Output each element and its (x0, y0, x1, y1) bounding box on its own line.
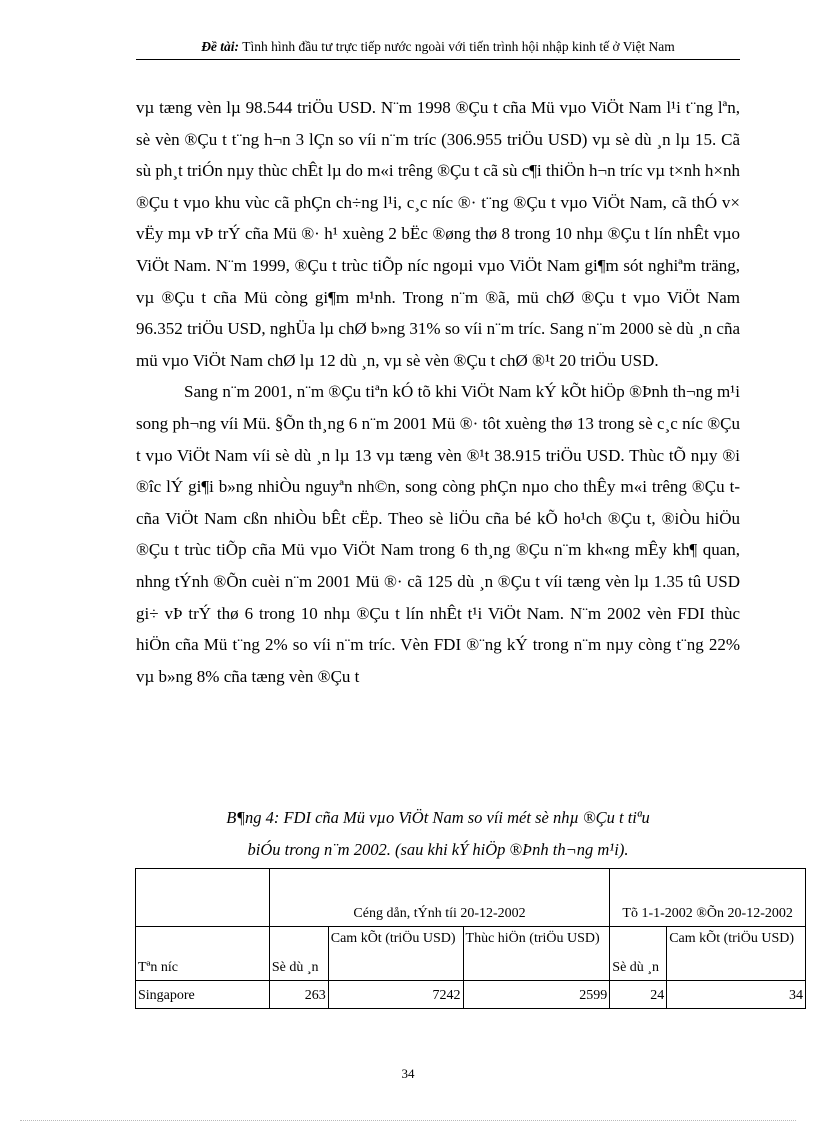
row-projects-2002: 24 (610, 981, 667, 1009)
page-bottom-divider (20, 1120, 796, 1121)
table-header-row-1 (136, 869, 806, 927)
paragraph-2: Sang n¨m 2001, n¨m ®Çu tiªn kÓ tõ khi ViÖt Nam kÝ kÕt hiÖp ®Þnh th¬ng m¹i song ph¬ng víi Mü. §Õn th¸ng 6 n¨m 2001 Mü ®· tôt xuèng thø 13 trong sè c¸c níc ®Çu t vµo ViÖt Nam víi sè dù ¸n lµ 13 vµ tæng vèn ®¹t 38.915 triÖu USD. Thùc tÕ nµy ®i ®îc lÝ gi¶i b»ng nhiÒu nguyªn nh©n, song còng phÇn nµo cho thÊy m«i trêng ®Çu t cña ViÖt Nam cßn nhiÒu bÊt cËp. Theo sè liÖu cña bé kÕ ho¹ch ®Çu t, ®iÒu hiÖu ®Çu t trùc tiÕp cña Mü vµo ViÖt Nam trong 6 th¸ng ®Çu n¨m kh«ng mÊy kh¶ quan, nhng tÝnh ®Õn cuèi n¨m 2001 Mü ®· cã 125 dù ¸n ®Çu t víi tæng vèn lµ 1.35 tû USD gi÷ vÞ trÝ thø 6 trong 10 nhµ ®Çu t lín nhÊt t¹i ViÖt Nam. N¨m 2002 vèn FDI thùc hiÖn cña Mü t¨ng 2% so víi n¨m tríc. Vèn FDI ®¨ng kÝ trong n¨m nµy còng t¨ng 22% vµ b»ng 8% cña tæng vèn ®Çu t (136, 382, 740, 686)
row-committed-2002: 34 (667, 981, 806, 1009)
paragraph-1: vµ tæng vèn lµ 98.544 triÖu USD. N¨m 1998 ®Çu t cña Mü vµo ViÖt Nam l¹i t¨ng lªn, sè vèn ®Çu t t¨ng h¬n 3 lÇn so víi n¨m tríc (306.955 triÖu USD) vµ sè dù ¸n lµ 15. Cã sù ph¸t triÓn nµy thùc chÊt lµ do m«i trêng ®Çu t cã sù c¶i thiÖn h¬n tríc vµ t×nh h×nh ®Çu t vµo khu vùc cã phÇn ch÷ng l¹i, c¸c níc ®· t¨ng ®Çu t vµo ViÖt Nam, cã thÓ v× vËy mµ vÞ trÝ cña Mü ®· h¹ xuèng 2 bËc ®øng thø 8 trong 10 nhµ ®Çu t lín nhÊt vµo ViÖt Nam. N¨m 1999, ®Çu t trùc tiÕp níc ngoµi vµo ViÖt Nam gi¶m sót nghiªm träng, vµ ®Çu t cña Mü còng gi¶m m¹nh. Trong n¨m ®ã, mü chØ ®Çu t vµo ViÖt Nam 96.352 triÖu USD, nghÜa lµ chØ b»ng 31% so víi n¨m tríc. Sang n¨m 2000 sè dù ¸n cña mü vµo ViÖt Nam chØ lµ 12 dù ¸n, vµ sè vèn ®Çu t chØ ®¹t 20 triÖu USD. (136, 98, 740, 370)
table-caption (136, 802, 740, 866)
header-group-2002: Tõ 1-1-2002 ®Õn 20-12-2002 (610, 869, 806, 927)
row-realized: 2599 (463, 981, 610, 1009)
header-blank-cell (136, 869, 270, 927)
header-divider (136, 59, 740, 60)
caption-line-2: biÓu trong n¨m 2002. (sau khi kÝ hiÖp ®Þnh th¬ng m¹i). (247, 840, 629, 859)
header-title: Tình hình đầu tư trực tiếp nước ngoài với tiến trình hội nhập kinh tế ở Việt Nam (239, 39, 675, 54)
header-projects: Sè dù ¸n (269, 927, 328, 981)
body-text (136, 92, 740, 692)
fdi-table (135, 868, 806, 1009)
header-projects-2002: Sè dù ¸n (610, 927, 667, 981)
header-committed: Cam kÕt (triÖu USD) (328, 927, 463, 981)
header-committed-2002: Cam kÕt (triÖu USD) (667, 927, 806, 981)
header-country: Tªn níc (136, 927, 270, 981)
table-header-row-2 (136, 927, 806, 981)
table-row (136, 981, 806, 1009)
row-projects: 263 (269, 981, 328, 1009)
header-realized: Thùc hiÖn (triÖu USD) (463, 927, 610, 981)
page-number: 34 (401, 1066, 415, 1081)
caption-line-1: B¶ng 4: FDI cña Mü vµo ViÖt Nam so víi mét sè nhµ ®Çu t tiªu (226, 808, 650, 827)
row-committed: 7242 (328, 981, 463, 1009)
page-header (136, 38, 740, 56)
header-group-cumulative: Céng dån, tÝnh tíi 20-12-2002 (269, 869, 609, 927)
row-country: Singapore (136, 981, 270, 1009)
header-label: Đề tài: (201, 39, 240, 54)
